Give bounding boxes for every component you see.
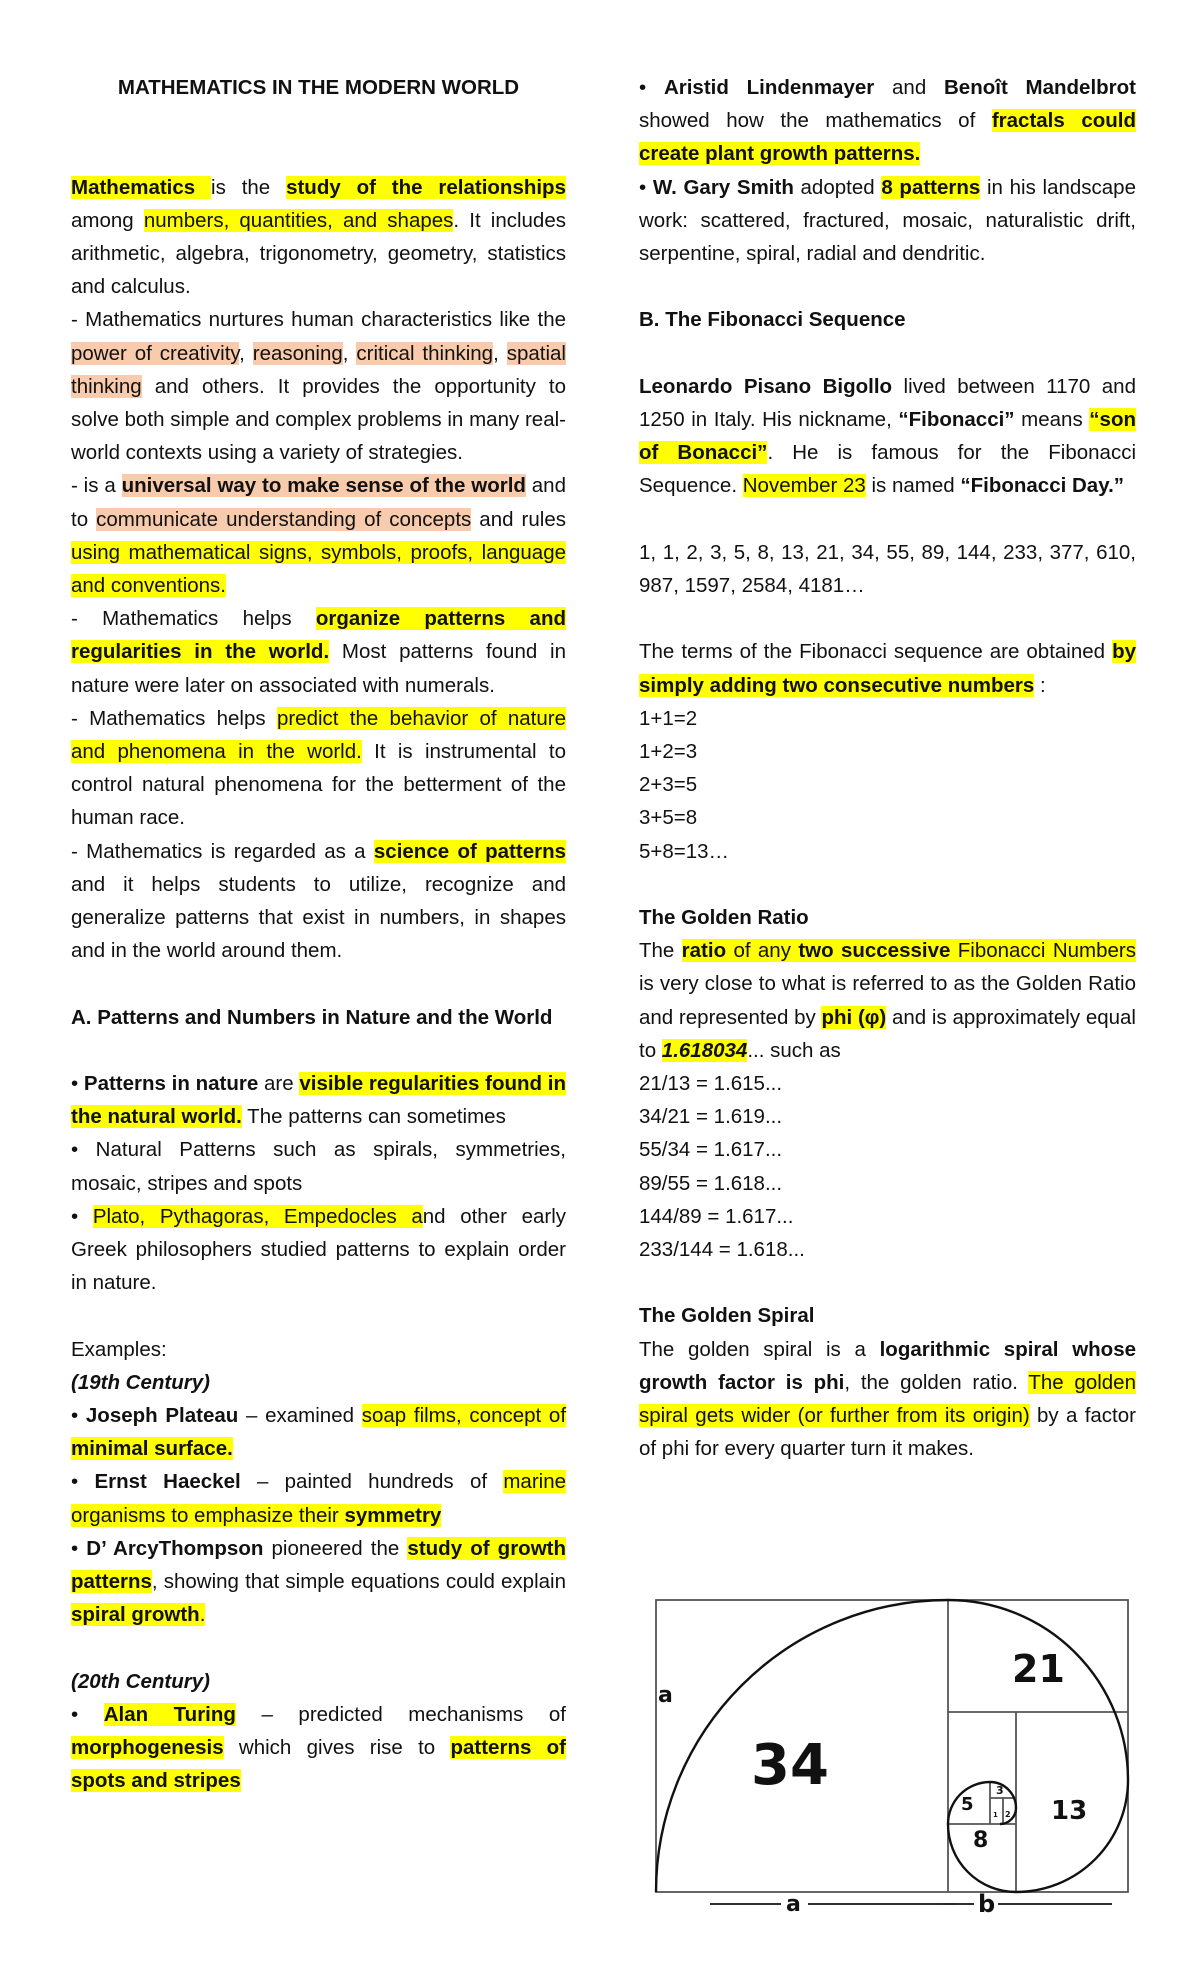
sum-line: 2+3=5 — [639, 773, 698, 797]
natural-patterns-bullet: • Natural Patterns such as spirals, symmetries, mosaic, stripes and spots — [71, 1138, 566, 1195]
golden-spiral-diagram — [636, 1584, 1146, 1914]
leonardo-paragraph: Leonardo Pisano Bigollo lived between 1170 and 1250 in Italy. His nickname, “Fibonacci” means “son of Bonacci”. He is famous for the Fibonacci Sequence. November 23 is named “Fibonacci Day.” — [639, 374, 1137, 498]
square-label-8: 8 — [973, 1828, 989, 1853]
century-20-heading: (20th Century) — [71, 1669, 210, 1693]
square-label-3: 3 — [996, 1784, 1004, 1797]
square-label-1: 1 — [993, 1811, 998, 1819]
section-a-heading: A. Patterns and Numbers in Nature and the World — [71, 1005, 553, 1029]
square-label-13: 13 — [1051, 1796, 1088, 1826]
ratio-line: 144/89 = 1.617... — [639, 1204, 794, 1228]
examples-label: Examples: — [71, 1337, 167, 1361]
sum-line: 1+2=3 — [639, 740, 698, 763]
lindenmayer-bullet: • Aristid Lindenmayer and Benoît Mandelbrot showed how the mathematics of fractals could create plant growth patterns. — [639, 76, 1137, 166]
intro-paragraph: Mathematics is the study of the relationships among numbers, quantities, and shapes. It includes arithmetic, algebra, trigonometry, geometry, statistics and calculus. — [71, 175, 566, 299]
golden-spiral-paragraph: The golden spiral is a logarithmic spiral whose growth factor is phi, the golden ratio. The golden spiral gets wider (or further from its origin) by a factor of phi for every quarter turn it makes. — [639, 1337, 1136, 1461]
square-label-21: 21 — [1012, 1647, 1065, 1691]
golden-ratio-heading: The Golden Ratio — [639, 906, 809, 929]
patterns-bullet: • Patterns in nature are visible regularities found in the natural world. The patterns can sometimes — [71, 1072, 566, 1129]
philosophers-bullet: • Plato, Pythagoras, Empedocles and other early Greek philosophers studied patterns to explain order in nature. — [71, 1204, 566, 1295]
sum-line: 1+1=2 — [639, 706, 698, 730]
square-label-2: 2 — [1005, 1810, 1011, 1819]
section-b-heading: B. The Fibonacci Sequence — [639, 308, 906, 332]
smith-bullet: • W. Gary Smith adopted 8 patterns in his landscape work: scattered, fractured, mosaic, naturalistic drift, serpentine, spiral, radial and dendritic. — [639, 175, 1136, 266]
predict-paragraph: - Mathematics helps predict the behavior of nature and phenomena in the world. It is instrumental to control natural phenomena for the betterment of the human race. — [71, 706, 567, 830]
square-label-34: 34 — [751, 1733, 829, 1798]
spiral-curve — [656, 1600, 1128, 1892]
science-paragraph: - Mathematics is regarded as a science of patterns and it helps students to utilize, recognize and generalize patterns that exist in numbers, in shapes and in the world around them. — [71, 839, 567, 963]
haeckel-bullet: • Ernst Haeckel – painted hundreds of marine organisms to emphasize their symmetry — [71, 1470, 567, 1527]
terms-paragraph: The terms of the Fibonacci sequence are obtained by simply adding two consecutive numbers : — [639, 640, 1136, 697]
thompson-bullet: • D’ ArcyThompson pioneered the study of growth patterns, showing that simple equations could explain spiral growth. — [71, 1536, 566, 1627]
turing-bullet: • Alan Turing – predicted mechanisms of morphogenesis which gives rise to patterns of spots and stripes — [71, 1702, 566, 1793]
outer-rectangle — [656, 1600, 1128, 1892]
ratio-line: 89/55 = 1.618... — [639, 1171, 783, 1195]
universal-paragraph: - is a universal way to make sense of the world and to communicate understanding of concepts and rules using mathematical signs, symbols, proofs, language and conventions. — [71, 474, 566, 598]
ratio-line: 34/21 = 1.619... — [639, 1105, 783, 1129]
golden-spiral-figure — [636, 1584, 1146, 1914]
sum-line: 5+8=13… — [639, 839, 730, 863]
ratio-line: 233/144 = 1.618... — [639, 1238, 805, 1262]
square-label-5: 5 — [961, 1794, 974, 1815]
plateau-bullet: • Joseph Plateau – examined soap films, concept of minimal surface. — [71, 1404, 567, 1461]
right-column — [639, 71, 1136, 1465]
nurture-paragraph: - Mathematics nurtures human characteristics like the power of creativity, reasoning, critical thinking, spatial thinking and others. It provides the opportunity to solve both simple and complex problems in many real-world contexts using a variety of strategies. — [71, 308, 566, 465]
left-column — [71, 71, 566, 1797]
ratio-line: 55/34 = 1.617... — [639, 1138, 783, 1162]
organize-paragraph: - Mathematics helps organize patterns and regularities in the world. Most patterns found in nature were later on associated with numerals. — [71, 607, 566, 697]
bottom-label-a: a — [786, 1892, 801, 1914]
side-label-a: a — [658, 1683, 673, 1708]
golden-spiral-heading: The Golden Spiral — [639, 1304, 815, 1328]
ratio-line: 21/13 = 1.615... — [639, 1072, 783, 1096]
century-19-heading: (19th Century) — [71, 1370, 210, 1394]
golden-ratio-paragraph: The ratio of any two successive Fibonacci Numbers is very close to what is referred to as the Golden Ratio and represented by phi (φ) and is approximately equal to 1.618034... such as — [639, 939, 1136, 1062]
sum-line: 3+5=8 — [639, 806, 698, 830]
page-title: MATHEMATICS IN THE MODERN WORLD — [117, 76, 520, 99]
bottom-label-b: b — [978, 1890, 996, 1914]
fibonacci-sequence: 1, 1, 2, 3, 5, 8, 13, 21, 34, 55, 89, 144, 233, 377, 610, 987, 1597, 2584, 4181… — [639, 540, 1136, 597]
